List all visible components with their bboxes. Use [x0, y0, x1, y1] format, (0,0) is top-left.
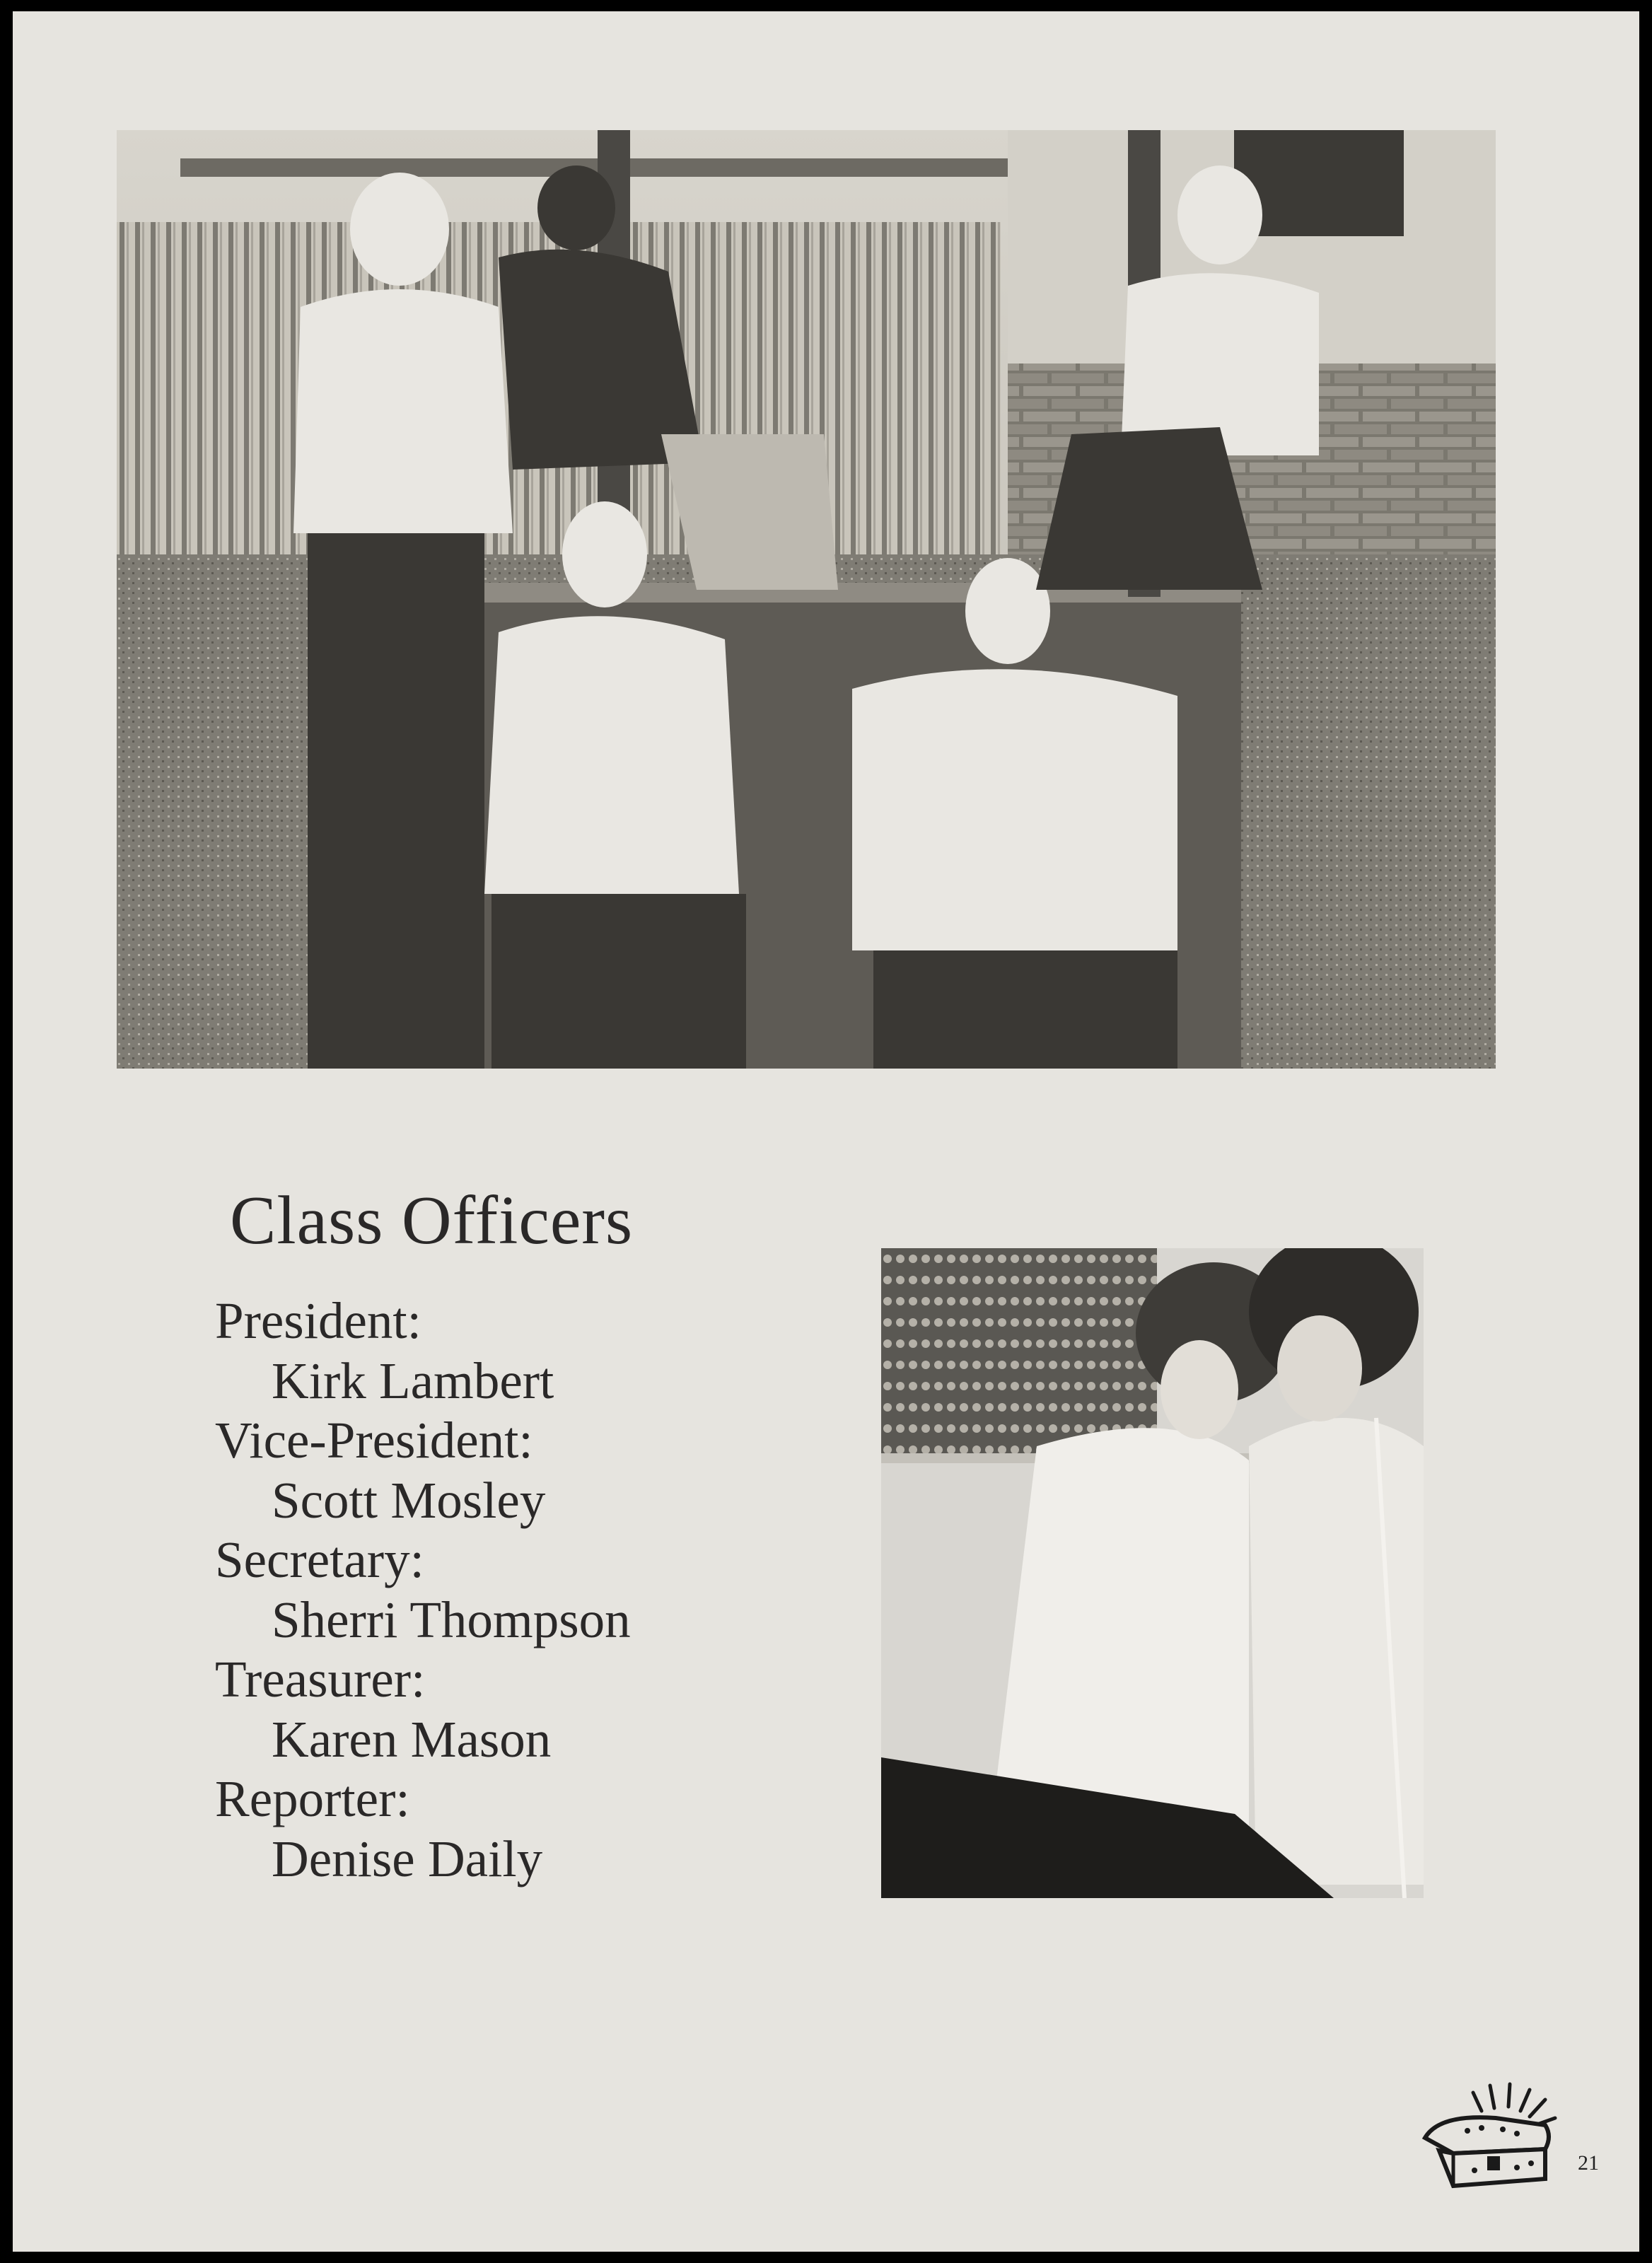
officer-role: Reporter: — [215, 1770, 410, 1827]
officer-name: Kirk Lambert — [272, 1351, 554, 1409]
officer-role: Treasurer: — [215, 1651, 426, 1708]
officer-name: Scott Mosley — [272, 1471, 546, 1529]
officer-name: Karen Mason — [272, 1710, 552, 1768]
officer-entry — [215, 1411, 851, 1530]
officer-role: President: — [215, 1292, 421, 1349]
officer-entry — [215, 1769, 851, 1889]
yearbook-page — [13, 11, 1639, 2252]
officer-entry — [215, 1650, 851, 1769]
officer-role: Secretary: — [215, 1531, 424, 1588]
treasure-chest-icon — [1411, 2080, 1566, 2193]
candid-photo — [881, 1248, 1424, 1898]
officer-name: Denise Daily — [272, 1829, 543, 1887]
page-title: Class Officers — [230, 1182, 634, 1259]
page-number: 21 — [1578, 2151, 1599, 2175]
officer-role: Vice-President: — [215, 1412, 533, 1469]
officer-entry — [215, 1530, 851, 1650]
class-officers-group-photo — [117, 130, 1496, 1069]
officer-entry — [215, 1291, 851, 1411]
officer-name: Sherri Thompson — [272, 1590, 631, 1648]
officer-roster — [215, 1291, 851, 1889]
